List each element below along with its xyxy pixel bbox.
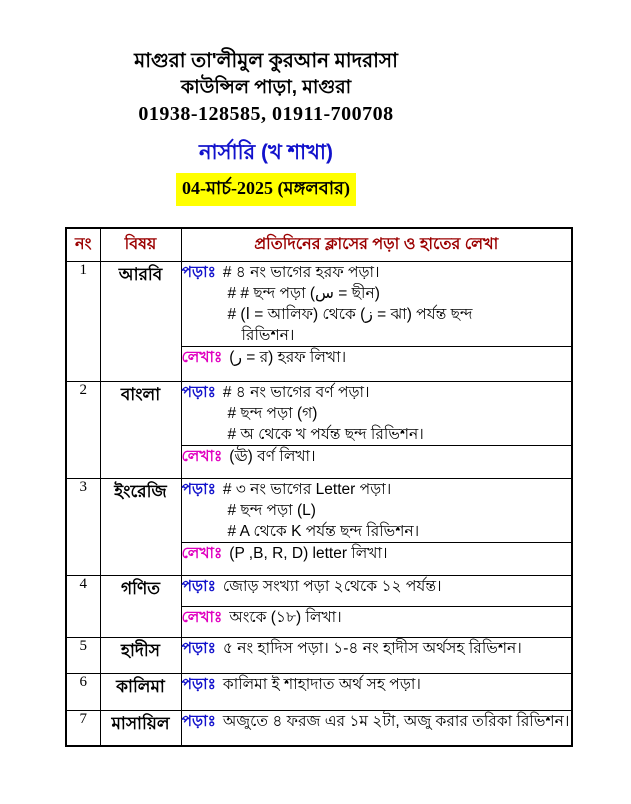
date-line (0, 173, 532, 206)
pora-label: পড়াঃ (181, 712, 216, 730)
row-number: 6 (66, 673, 100, 710)
col-header-subject: বিষয় (100, 228, 181, 261)
table-row (66, 261, 572, 346)
table-row (66, 673, 572, 710)
table-row (66, 381, 572, 445)
pora-cell (181, 478, 572, 542)
pora-label: পড়াঃ (181, 383, 216, 401)
pora-cell (181, 575, 572, 606)
table-row (66, 478, 572, 542)
table-row (66, 710, 572, 746)
row-number: 4 (66, 575, 100, 637)
pora-text: রিভিশন। (241, 326, 295, 344)
subject-name: মাসায়িল (100, 710, 181, 746)
row-number: 1 (66, 261, 100, 381)
pora-label: পড়াঃ (181, 577, 216, 595)
row-number: 7 (66, 710, 100, 746)
subject-name: আরবি (100, 261, 181, 381)
lekha-cell (181, 606, 572, 637)
pora-text: # অ থেকে খ পর্যন্ত ছন্দ রিভিশন। (227, 425, 424, 443)
subject-name: হাদীস (100, 637, 181, 673)
lekha-label: লেখাঃ (181, 608, 223, 626)
row-number: 5 (66, 637, 100, 673)
pora-cell (181, 637, 572, 673)
subject-name: ইংরেজি (100, 478, 181, 575)
lekha-text: (ر = র) হরফ লিখা। (229, 348, 347, 366)
homework-table (65, 227, 573, 747)
row-number: 2 (66, 381, 100, 478)
phone-numbers: 01938-128585, 01911-700708 (138, 103, 394, 125)
col-header-no: নং (66, 228, 100, 261)
row-number: 3 (66, 478, 100, 575)
pora-text: # (ا = আলিফ) থেকে (ز = ঝা) পর্যন্ত ছন্দ (227, 305, 473, 323)
lekha-label: লেখাঃ (181, 544, 223, 562)
lekha-label: লেখাঃ (181, 348, 223, 366)
col-header-content: প্রতিদিনের ক্লাসের পড়া ও হাতের লেখা (181, 228, 572, 261)
pora-cell (181, 381, 572, 445)
table-row (66, 575, 572, 606)
document-header (0, 0, 532, 206)
pora-label: পড়াঃ (181, 480, 216, 498)
pora-text: # ছন্দ পড়া (গ) (227, 404, 318, 422)
pora-text: জোড় সংখ্যা পড়া ২থেকে ১২ পর্যন্ত। (222, 577, 442, 595)
table-row (66, 637, 572, 673)
pora-text: # A থেকে K পর্যন্ত ছন্দ রিভিশন। (227, 522, 420, 540)
pora-text: অজুতে ৪ ফরজ এর ১ম ২টা, অজু করার তরিকা রিভিশন। (222, 712, 570, 730)
institution-name: মাগুরা তা'লীমুল কুরআন মাদরাসা (134, 50, 398, 72)
pora-cell (181, 710, 572, 746)
pora-cell (181, 261, 572, 346)
pora-text: কালিমা ই শাহাদাত অর্থ সহ পড়া। (222, 675, 421, 693)
table-header-row (66, 228, 572, 261)
lekha-text: অংকে (১৮) লিখা। (229, 608, 342, 626)
pora-text: # ৪ নং ভাগের বর্ণ পড়া। (222, 383, 370, 401)
pora-cell (181, 673, 572, 710)
pora-text: # ছন্দ পড়া (L) (227, 501, 316, 519)
pora-label: পড়াঃ (181, 639, 216, 657)
lekha-cell (181, 542, 572, 575)
lekha-text: (ঊ) বর্ণ লিখা। (229, 447, 316, 465)
lekha-cell (181, 445, 572, 478)
pora-text: # # ছন্দ পড়া (س = ছীন) (227, 284, 380, 302)
pora-label: পড়াঃ (181, 675, 216, 693)
subject-name: গণিত (100, 575, 181, 637)
class-title: নার্সারি (খ শাখা) (199, 141, 333, 164)
pora-label: পড়াঃ (181, 263, 216, 281)
subject-name: কালিমা (100, 673, 181, 710)
date-highlight: 04-মার্চ-2025 (মঙ্গলবার) (176, 173, 356, 206)
lekha-cell (181, 346, 572, 381)
subject-name: বাংলা (100, 381, 181, 478)
pora-text: ৫ নং হাদিস পড়া। ১-৪ নং হাদীস অর্থসহ রিভিশন। (222, 639, 522, 657)
lekha-label: লেখাঃ (181, 447, 223, 465)
pora-text: # ৩ নং ভাগের Letter পড়া। (222, 480, 392, 498)
institution-address: কাউন্সিল পাড়া, মাগুরা (180, 77, 352, 98)
pora-text: # ৪ নং ভাগের হরফ পড়া। (222, 263, 380, 281)
lekha-text: (P ,B, R, D) letter লিখা। (229, 544, 388, 562)
